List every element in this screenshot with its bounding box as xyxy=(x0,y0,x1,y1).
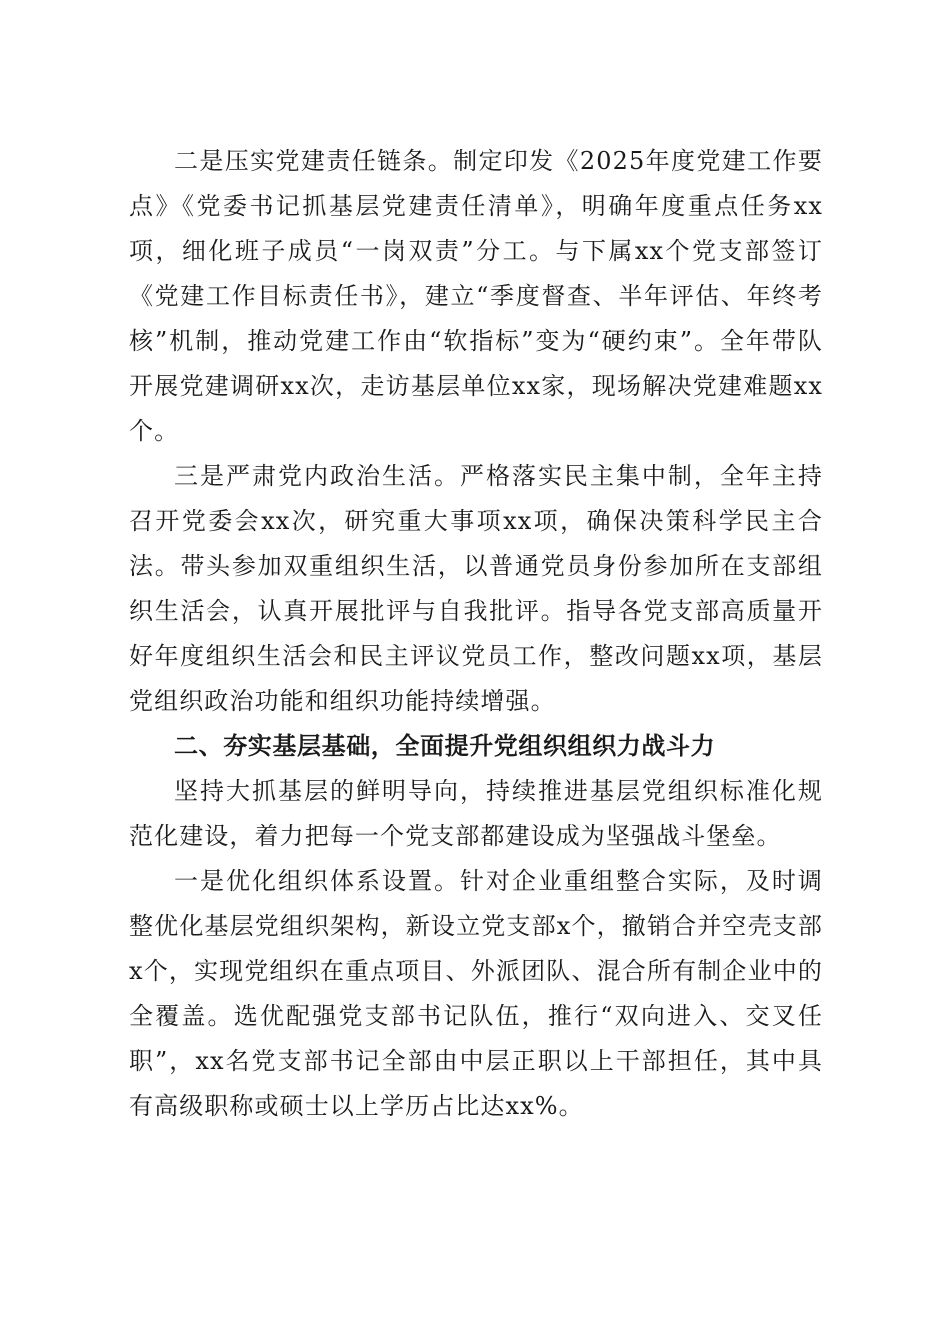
paragraph-political-life xyxy=(129,454,823,724)
paragraph-text: 严格落实民主集中制，全年主持召开党委会xx次，研究重大事项xx项，确保决策科学民主合法。带头参加双重组织生活，以普通党员身份参加所在支部组织生活会，认真开展批评与自我批评。指导各党支部高质量开好年度组织生活会和民主评议党员工作，整改问题xx项，基层党组织政治功能和组织功能持续增强。 xyxy=(129,462,823,715)
document-body xyxy=(129,139,823,1129)
section-heading: 二、夯实基层基础，全面提升党组织组织力战斗力 xyxy=(174,732,716,760)
paragraph-text: 制定印发《2025年度党建工作要点》《党委书记抓基层党建责任清单》，明确年度重点任务xx项，细化班子成员“一岗双责”分工。与下属xx个党支部签订《党建工作目标责任书》，建立“季度督查、半年评估、年终考核”机制，推动党建工作由“软指标”变为“硬约束”。全年带队开展党建调研xx次，走访基层单位xx家，现场解决党建难题xx个。 xyxy=(129,147,823,445)
paragraph-lead: 三是严肃党内政治生活。 xyxy=(174,462,460,490)
paragraph-organization-system xyxy=(129,859,823,1129)
paragraph-responsibility-chain xyxy=(129,139,823,454)
paragraph-text: 针对企业重组整合实际，及时调整优化基层党组织架构，新设立党支部x个，撤销合并空壳支部x个，实现党组织在重点项目、外派团队、混合所有制企业中的全覆盖。选优配强党支部书记队伍，推行“双向进入、交叉任职”，xx名党支部书记全部由中层正职以上干部担任，其中具有高级职称或硕士以上学历占比达xx%。 xyxy=(129,867,823,1120)
paragraph-lead: 二是压实党建责任链条。 xyxy=(174,147,454,175)
paragraph-lead: 一是优化组织体系设置。 xyxy=(174,867,460,895)
section-intro: 坚持大抓基层的鲜明导向，持续推进基层党组织标准化规范化建设，着力把每一个党支部都建设成为坚强战斗堡垒。 xyxy=(129,777,823,850)
